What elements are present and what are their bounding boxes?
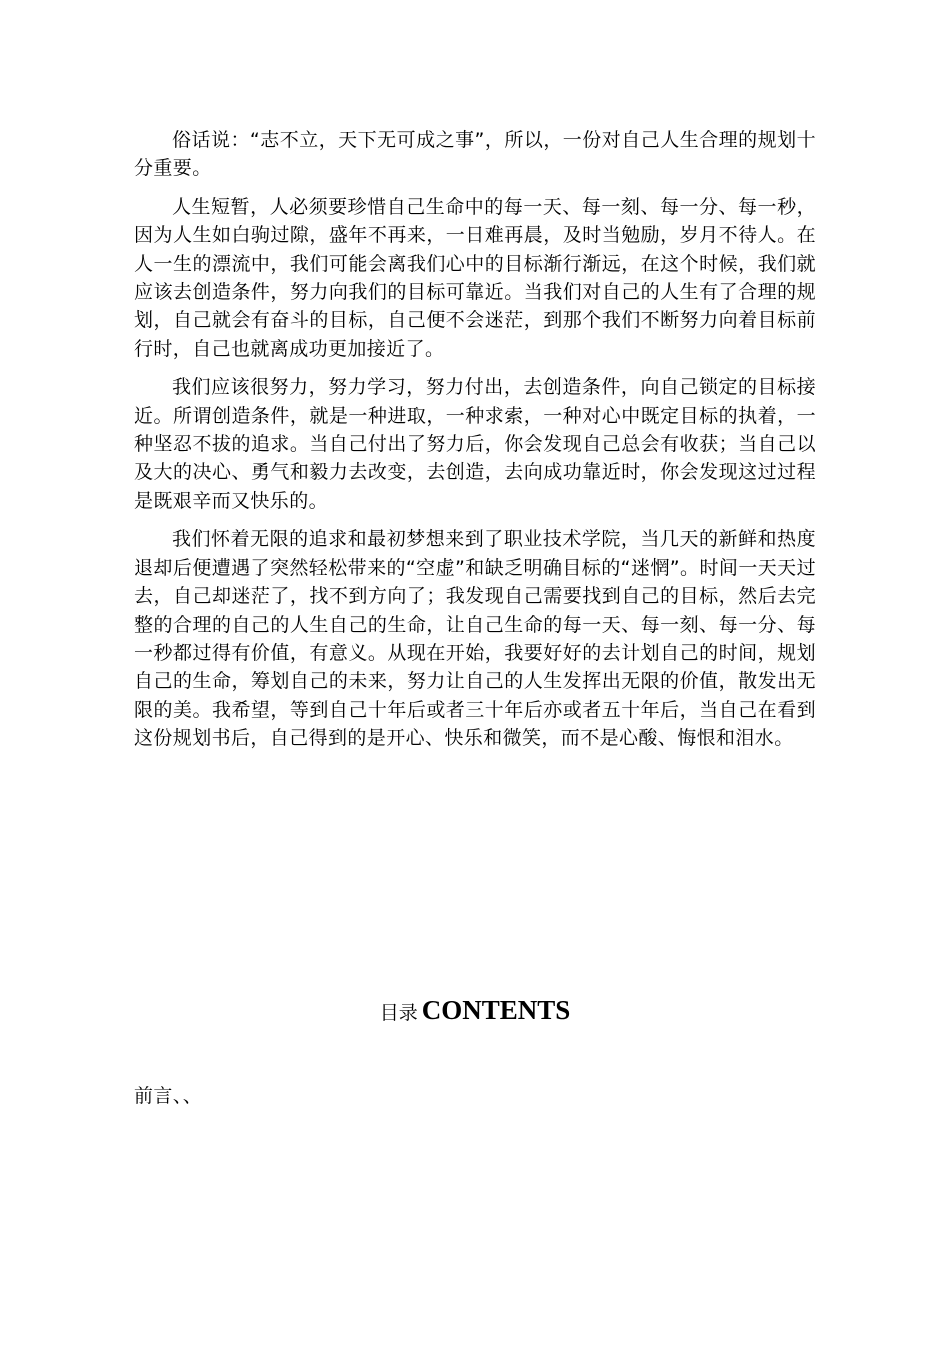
paragraph-3: 我们应该很努力，努力学习，努力付出，去创造条件，向自己锁定的目标接近。所谓创造条件，就是一种进取，一种求索，一种对心中既定目标的执着，一种坚忍不拔的追求。当自己付出了努力后，你会发现自己总会有收获；当自己以及大的决心、勇气和毅力去改变，去创造，去向成功靠近时，你会发现这过过程是既艰辛而又快乐的。 bbox=[134, 376, 816, 512]
toc-title bbox=[0, 990, 950, 1035]
toc-title-english: CONTENTS bbox=[421, 995, 571, 1025]
toc-title-chinese: 目录 bbox=[379, 1002, 418, 1024]
paragraph-1: 俗话说：“志不立，天下无可成之事”，所以，一份对自己人生合理的规划十分重要。 bbox=[134, 129, 816, 180]
toc-entry-preface: 前言、、 bbox=[134, 1085, 203, 1107]
paragraph-4: 我们怀着无限的追求和最初梦想来到了职业技术学院，当几天的新鲜和热度退却后便遭遇了突然轻松带来的“空虚”和缺乏明确目标的“迷惘”。时间一天天过去，自己却迷茫了，找不到方向了；我发现自己需要找到自己的目标，然后去完整的合理的自己的人生自己的生命，让自己生命的每一天、每一刻、每一分、每一秒都过得有价值，有意义。从现在开始，我要好好的去计划自己的时间，规划自己的生命，筹划自己的未来，努力让自己的人生发挥出无限的价值，散发出无限的美。我希望，等到自己十年后或者三十年后亦或者五十年后，当自己在看到这份规划书后，自己得到的是开心、快乐和微笑，而不是心酸、悔恨和泪水。 bbox=[134, 528, 816, 750]
body-text bbox=[134, 126, 816, 763]
paragraph-2: 人生短暂，人必须要珍惜自己生命中的每一天、每一刻、每一分、每一秒，因为人生如白驹过隙，盛年不再来，一日难再晨，及时当勉励，岁月不待人。在人一生的漂流中，我们可能会离我们心中的目标渐行渐远，在这个时候，我们就应该去创造条件，努力向我们的目标可靠近。当我们对自己的人生有了合理的规划，自己就会有奋斗的目标，自己便不会迷茫，到那个我们不断努力向着目标前行时，自己也就离成功更加接近了。 bbox=[134, 195, 816, 360]
